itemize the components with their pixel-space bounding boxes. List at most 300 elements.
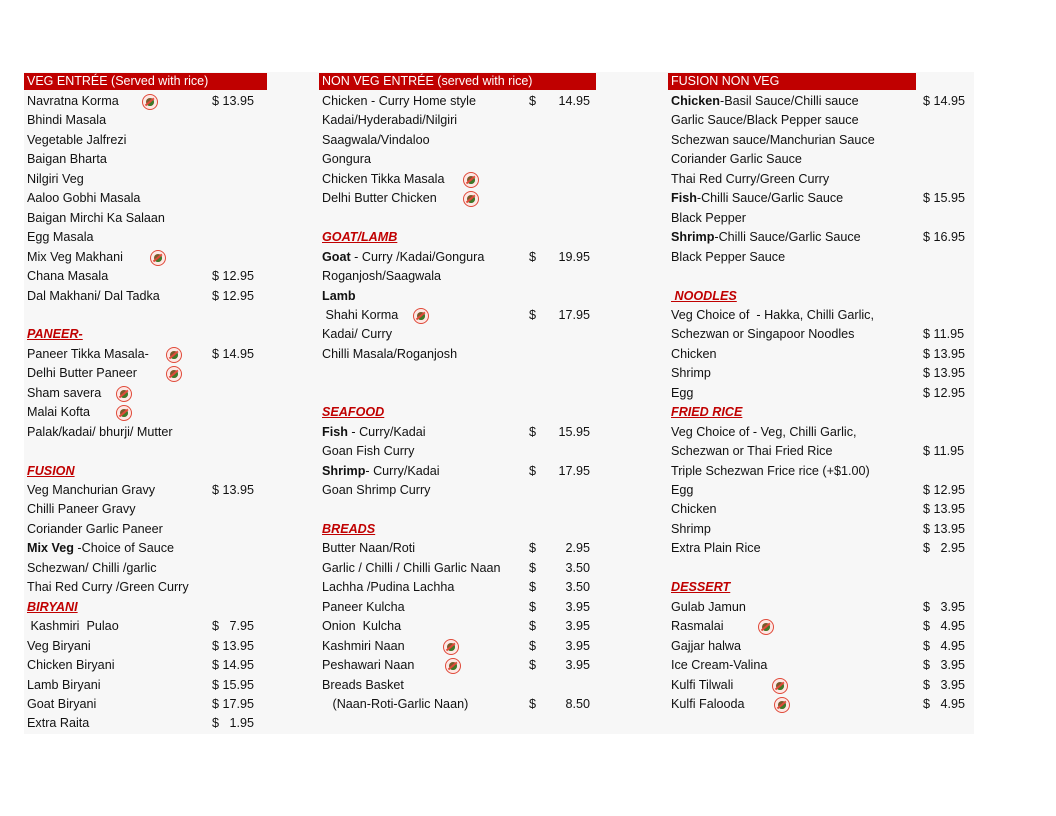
menu-item [24, 111, 294, 130]
menu-item [668, 481, 974, 500]
currency-symbol: $ [529, 580, 537, 595]
menu-item [24, 267, 294, 286]
menu-item [668, 325, 974, 344]
item-name [322, 578, 454, 597]
item-price: $ 13.95 [212, 94, 255, 108]
item-name [671, 637, 741, 656]
menu-item [319, 248, 619, 267]
item-text: Nilgiri Veg [27, 171, 84, 186]
item-text: Chana Masala [27, 269, 109, 284]
menu-item [24, 617, 294, 636]
menu-item [668, 442, 974, 461]
item-price: $ 7.95 [212, 619, 255, 634]
item-text: BIRYANI [27, 599, 78, 614]
menu-item [319, 267, 619, 286]
spicy-icon [758, 619, 774, 635]
item-name [322, 442, 414, 461]
menu-item [24, 423, 294, 442]
item-price: $ 4.95 [923, 619, 966, 634]
menu-item [668, 170, 974, 189]
item-name [671, 539, 761, 558]
spicy-icon [150, 250, 166, 266]
menu-item [319, 578, 619, 597]
item-text: (Naan-Roti-Garlic Naan) [322, 696, 469, 711]
item-name [322, 189, 437, 208]
item-text: - Curry/Kadai [365, 463, 440, 478]
item-price: 3.50 [565, 580, 590, 595]
item-price: $ 13.95 [923, 502, 966, 517]
item-text: -Chilli Sauce/Garlic Sauce [714, 230, 861, 245]
item-price: 3.50 [565, 560, 590, 575]
section-heading [668, 287, 974, 306]
item-name [322, 481, 430, 500]
item-name [27, 345, 149, 364]
item-name [671, 150, 802, 169]
item-text: Veg Choice of - Hakka, Chilli Garlic, [671, 307, 874, 322]
menu-item [319, 345, 619, 364]
item-price: 2.95 [565, 541, 590, 556]
item-price: 3.95 [565, 619, 590, 634]
item-price: 17.95 [558, 307, 590, 322]
item-name [27, 520, 163, 539]
item-name [671, 111, 859, 130]
spicy-icon [445, 658, 461, 674]
menu-item [319, 325, 619, 344]
item-text: Breads Basket [322, 677, 404, 692]
section-title [27, 462, 75, 481]
item-text: Chicken Tikka Masala [322, 171, 445, 186]
item-text: Roganjosh/Saagwala [322, 269, 442, 284]
item-name [27, 423, 173, 442]
section-heading [24, 325, 294, 344]
item-text: Vegetable Jalfrezi [27, 132, 127, 147]
item-text: Veg Manchurian Gravy [27, 483, 156, 497]
item-price: $ 3.95 [923, 599, 966, 614]
section-title [671, 403, 742, 422]
section-heading [319, 228, 619, 247]
item-text: GOAT/LAMB [322, 230, 398, 245]
item-text: Coriander Garlic Sauce [671, 152, 802, 167]
item-name [27, 500, 136, 519]
menu-item [668, 364, 974, 383]
menu-item [24, 539, 294, 558]
item-name [27, 287, 160, 306]
item-price: $ 3.95 [923, 677, 966, 692]
menu-item [319, 559, 619, 578]
item-price: $ 17.95 [212, 696, 255, 711]
item-price: $ 11.95 [923, 444, 965, 459]
menu-item [319, 111, 619, 130]
menu-item [24, 403, 294, 422]
item-text: Malai Kofta [27, 405, 90, 420]
menu-item [668, 637, 974, 656]
item-name [322, 462, 440, 481]
item-text: Onion Kulcha [322, 619, 402, 634]
item-price: $ 13.95 [212, 638, 255, 653]
item-name [322, 539, 415, 558]
item-price: $ 14.95 [212, 658, 255, 673]
currency-symbol: $ [529, 560, 537, 575]
menu-item [24, 559, 294, 578]
spicy-icon [116, 405, 132, 421]
item-text: Bhindi Masala [27, 113, 107, 128]
item-name [27, 656, 115, 675]
menu-item [24, 209, 294, 228]
item-name [27, 364, 137, 383]
menu-item [668, 306, 974, 325]
item-name [671, 364, 711, 383]
menu-item [24, 676, 294, 695]
item-name [671, 676, 733, 695]
item-name [322, 345, 457, 364]
item-name [27, 714, 89, 733]
item-text: Veg Choice of - Veg, Chilli Garlic, [671, 424, 857, 439]
section-title [27, 325, 83, 344]
item-price: $ 13.95 [923, 521, 966, 536]
item-price: $ 15.95 [212, 677, 255, 692]
item-price: 8.50 [565, 696, 590, 711]
menu-item [24, 228, 294, 247]
menu-item [668, 520, 974, 539]
menu-item [668, 248, 974, 267]
item-price: $ 13.95 [212, 483, 255, 497]
currency-symbol: $ [529, 696, 537, 711]
menu-item [24, 481, 294, 500]
menu-item [24, 92, 294, 111]
section-title [671, 287, 737, 306]
item-text: Garlic Sauce/Black Pepper sauce [671, 113, 859, 128]
menu-sheet [24, 72, 974, 734]
item-name [322, 170, 445, 189]
spicy-icon [142, 94, 158, 110]
menu-item [319, 384, 619, 403]
menu-item [668, 423, 974, 442]
spicy-icon [772, 678, 788, 694]
item-text: Ice Cream-Valina [671, 658, 768, 673]
item-text: FUSION [27, 463, 75, 478]
item-text: Kadai/ Curry [322, 327, 392, 342]
menu-item [668, 150, 974, 169]
item-text: Kulfi Tilwali [671, 677, 734, 692]
spicy-icon [774, 697, 790, 713]
item-price: $ 4.95 [923, 638, 966, 653]
item-text: Lamb Biryani [27, 677, 101, 692]
item-name [322, 598, 405, 617]
item-price: $ 16.95 [923, 230, 966, 245]
menu-item [319, 170, 619, 189]
menu-item [319, 131, 619, 150]
item-bold-name: Lamb [322, 288, 356, 303]
item-bold-name: Shrimp [671, 230, 715, 245]
item-name [671, 442, 832, 461]
item-name [671, 325, 854, 344]
item-name [322, 306, 398, 325]
item-text: NOODLES [671, 288, 737, 303]
menu-item [24, 170, 294, 189]
menu-item [668, 111, 974, 130]
item-text: Baigan Bharta [27, 152, 107, 167]
menu-item [24, 189, 294, 208]
item-text: Kashmiri Naan [322, 638, 405, 653]
item-text: Rasmalai [671, 619, 724, 634]
item-text: Chicken [671, 502, 717, 517]
item-text: Chicken [671, 346, 717, 361]
spicy-icon [413, 308, 429, 324]
item-price: $ 13.95 [923, 366, 966, 381]
item-text: Gulab Jamun [671, 599, 746, 614]
item-name [671, 306, 874, 325]
item-text: Paneer Tikka Masala- [27, 346, 149, 361]
item-text: Delhi Butter Chicken [322, 191, 437, 206]
item-price: $ 12.95 [923, 385, 966, 400]
item-text: Butter Naan/Roti [322, 541, 416, 556]
menu-item [24, 287, 294, 306]
item-text: SEAFOOD [322, 405, 385, 420]
item-text: Chilli Paneer Gravy [27, 502, 136, 517]
menu-item [668, 92, 974, 111]
item-text: Thai Red Curry/Green Curry [671, 171, 830, 186]
menu-item [24, 306, 294, 325]
spicy-icon [463, 172, 479, 188]
menu-item [319, 442, 619, 461]
item-price: $ 12.95 [212, 269, 255, 284]
item-name [322, 676, 404, 695]
item-text: Chicken - Curry Home style [322, 94, 476, 108]
menu-item [24, 656, 294, 675]
item-name [671, 384, 693, 403]
currency-symbol: $ [529, 619, 537, 634]
item-name [322, 656, 414, 675]
menu-item [24, 500, 294, 519]
item-name [322, 559, 500, 578]
item-text: Black Pepper Sauce [671, 249, 786, 264]
menu-item [668, 189, 974, 208]
item-price: 3.95 [565, 599, 590, 614]
item-text: Dal Makhani/ Dal Tadka [27, 288, 160, 303]
item-text: Sham savera [27, 385, 102, 400]
item-name [322, 423, 426, 442]
item-name [671, 481, 693, 500]
fusion-non-veg-header: FUSION NON VEG [668, 73, 916, 90]
item-price: 15.95 [558, 424, 590, 439]
item-text: Gajjar halwa [671, 638, 741, 653]
item-name [322, 150, 371, 169]
item-name [671, 520, 711, 539]
item-text: Egg Masala [27, 230, 94, 245]
item-price: $ 3.95 [923, 658, 966, 673]
menu-item [319, 92, 619, 111]
menu-item [319, 423, 619, 442]
item-name [322, 617, 401, 636]
menu-item [668, 695, 974, 714]
item-name [27, 267, 108, 286]
menu-item [319, 500, 619, 519]
menu-item [668, 209, 974, 228]
item-price: $ 11.95 [923, 327, 965, 342]
item-price: $ 12.95 [212, 288, 255, 303]
menu-item [668, 462, 974, 481]
menu-item [24, 248, 294, 267]
spicy-icon [116, 386, 132, 402]
spicy-icon [463, 191, 479, 207]
section-title [27, 598, 78, 617]
item-text: Kadai/Hyderabadi/Nilgiri [322, 113, 458, 128]
menu-item [319, 462, 619, 481]
menu-item [668, 656, 974, 675]
item-name [27, 637, 91, 656]
item-name [27, 403, 90, 422]
menu-item [319, 637, 619, 656]
item-name [27, 111, 106, 130]
item-price: $ 13.95 [923, 346, 966, 361]
item-name [322, 267, 441, 286]
non-veg-entree-header: NON VEG ENTRÉE (served with rice) [319, 73, 596, 90]
item-name [27, 150, 107, 169]
menu-item [24, 150, 294, 169]
menu-item [24, 578, 294, 597]
item-bold-name: Fish [671, 191, 697, 206]
item-name [671, 228, 861, 247]
item-text: -Choice of Sauce [73, 541, 175, 556]
item-name [27, 384, 101, 403]
item-price: 17.95 [558, 463, 590, 478]
item-text: Peshawari Naan [322, 658, 415, 673]
menu-item [24, 131, 294, 150]
item-text: Goan Fish Curry [322, 444, 415, 459]
item-name [671, 248, 785, 267]
currency-symbol: $ [529, 463, 537, 478]
menu-item [668, 345, 974, 364]
currency-symbol: $ [529, 307, 537, 322]
item-name [671, 345, 717, 364]
item-name [671, 598, 746, 617]
item-name [27, 209, 165, 228]
item-name [27, 131, 126, 150]
item-text: -Basil Sauce/Chilli sauce [720, 94, 859, 108]
item-text: Extra Plain Rice [671, 541, 761, 556]
item-name [27, 189, 140, 208]
item-text: Thai Red Curry /Green Curry [27, 580, 189, 595]
item-name [27, 170, 84, 189]
menu-item [668, 267, 974, 286]
menu-item [319, 189, 619, 208]
menu-item [319, 481, 619, 500]
item-name [322, 92, 476, 111]
item-text: Goan Shrimp Curry [322, 483, 431, 497]
item-name [671, 695, 745, 714]
item-name [671, 131, 875, 150]
item-name [27, 539, 174, 558]
item-name [322, 695, 468, 714]
item-name [671, 462, 870, 481]
item-price: $ 4.95 [923, 696, 966, 711]
item-name [671, 617, 724, 636]
item-name [27, 695, 96, 714]
menu-item [668, 539, 974, 558]
item-price: $ 2.95 [923, 541, 966, 556]
item-bold-name: Shrimp [322, 463, 366, 478]
section-heading [24, 598, 294, 617]
section-title [322, 228, 397, 247]
item-name [671, 656, 767, 675]
item-name [322, 325, 392, 344]
menu-item [668, 131, 974, 150]
item-text: BREADS [322, 521, 376, 536]
section-heading [668, 578, 974, 597]
menu-item [24, 442, 294, 461]
item-text: DESSERT [671, 580, 731, 595]
item-text: Triple Schezwan Frice rice (+$1.00) [671, 463, 870, 478]
menu-item [24, 714, 294, 733]
item-text: PANEER- [27, 327, 83, 342]
item-name [27, 481, 155, 500]
item-name [671, 500, 717, 519]
item-text: FRIED RICE [671, 405, 743, 420]
menu-item [24, 364, 294, 383]
currency-symbol: $ [529, 424, 537, 439]
spicy-icon [166, 366, 182, 382]
item-price: $ 1.95 [212, 716, 255, 731]
section-heading [319, 403, 619, 422]
menu-item [668, 676, 974, 695]
item-text: - Curry/Kadai [347, 424, 426, 439]
item-text: Saagwala/Vindaloo [322, 132, 430, 147]
menu-item [668, 228, 974, 247]
section-heading [668, 403, 974, 422]
item-text: Egg [671, 483, 694, 497]
menu-item [24, 384, 294, 403]
menu-item [319, 364, 619, 383]
item-price: 3.95 [565, 638, 590, 653]
item-text: Shrimp [671, 366, 711, 381]
item-text: Gongura [322, 152, 372, 167]
currency-symbol: $ [529, 658, 537, 673]
item-name [322, 111, 457, 130]
item-text: - Curry /Kadai/Gongura [350, 249, 485, 264]
item-name [27, 578, 189, 597]
item-text: -Chilli Sauce/Garlic Sauce [696, 191, 844, 206]
menu-item [319, 150, 619, 169]
item-bold-name: Fish [322, 424, 348, 439]
menu-item [319, 656, 619, 675]
item-text: Aaloo Gobhi Masala [27, 191, 141, 206]
item-text: Schezwan or Singapoor Noodles [671, 327, 855, 342]
item-text: Coriander Garlic Paneer [27, 521, 163, 536]
item-name [671, 423, 857, 442]
section-heading [24, 462, 294, 481]
item-text: Garlic / Chilli / Chilli Garlic Naan [322, 560, 501, 575]
item-name [27, 228, 94, 247]
item-name [671, 189, 843, 208]
menu-item [319, 539, 619, 558]
item-text: Kulfi Falooda [671, 696, 745, 711]
menu-item [319, 598, 619, 617]
item-name [671, 170, 829, 189]
item-name [27, 248, 123, 267]
item-price: $ 12.95 [923, 483, 966, 497]
item-bold-name: Chicken [671, 94, 720, 108]
item-text: Chicken Biryani [27, 658, 115, 673]
menu-item [24, 345, 294, 364]
currency-symbol: $ [529, 94, 537, 108]
item-text: Palak/kadai/ bhurji/ Mutter [27, 424, 173, 439]
spicy-icon [166, 347, 182, 363]
item-text: Goat Biryani [27, 696, 97, 711]
item-text: Mix Veg Makhani [27, 249, 123, 264]
item-text: Egg [671, 385, 694, 400]
item-name [671, 209, 746, 228]
item-text: Paneer Kulcha [322, 599, 405, 614]
